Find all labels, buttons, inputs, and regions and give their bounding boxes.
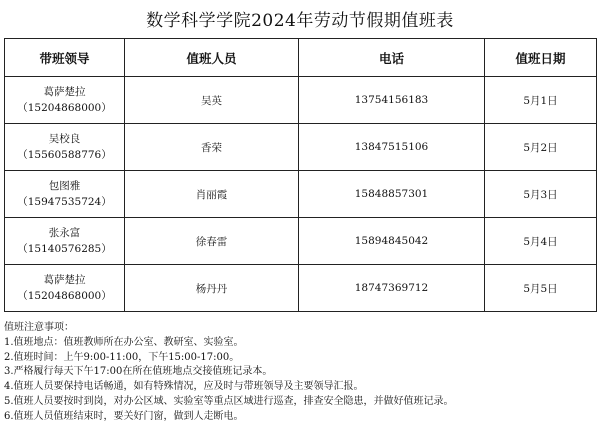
date-cell: 5月3日	[485, 171, 597, 218]
notes-heading: 值班注意事项：	[4, 322, 74, 333]
table-row	[5, 265, 597, 312]
note-item: 5.值班人员要按时到岗，对办公区域、实验室等重点区域进行巡查，排查安全隐患，并做好值班记录。	[4, 395, 454, 407]
leader-phone: （15204868000）	[17, 102, 112, 114]
leader-name: 张永富	[48, 227, 81, 239]
staff-cell: 肖丽霞	[125, 171, 299, 218]
header-phone: 电话	[299, 39, 485, 77]
table-header-row	[5, 39, 597, 77]
note-item: 4.值班人员要保持电话畅通，如有特殊情况，应及时与带班领导及主要领导汇报。	[4, 381, 364, 393]
leader-phone: （15204868000）	[17, 290, 112, 302]
leader-cell	[5, 124, 125, 171]
phone-cell: 13847515106	[299, 124, 485, 171]
phone-cell: 15894845042	[299, 218, 485, 265]
date-cell: 5月4日	[485, 218, 597, 265]
table-row	[5, 124, 597, 171]
phone-cell: 13754156183	[299, 77, 485, 124]
duty-table	[4, 38, 597, 312]
staff-cell: 吴英	[125, 77, 299, 124]
staff-cell: 香荣	[125, 124, 299, 171]
leader-cell	[5, 218, 125, 265]
note-item: 2.值班时间：上午9:00-11:00，下午15:00-17:00。	[4, 351, 240, 363]
header-leader: 带班领导	[5, 39, 125, 77]
leader-name: 包图雅	[48, 180, 81, 192]
leader-cell	[5, 265, 125, 312]
note-item: 1.值班地点：值班教师所在办公室、教研室、实验室。	[4, 336, 244, 348]
phone-cell: 18747369712	[299, 265, 485, 312]
staff-cell: 徐春雷	[125, 218, 299, 265]
note-item: 3.严格履行每天下午17:00在所在值班地点交接值班记录本。	[4, 366, 273, 378]
leader-phone: （15560588776）	[17, 149, 112, 161]
leader-name: 葛萨楚拉	[43, 274, 86, 286]
leader-name: 吴校良	[48, 133, 81, 145]
page-title: 数学科学学院2024年劳动节假期值班表	[146, 11, 454, 31]
staff-cell: 杨丹丹	[125, 265, 299, 312]
table-row	[5, 218, 597, 265]
phone-cell: 15848857301	[299, 171, 485, 218]
header-date: 值班日期	[485, 39, 597, 77]
note-item: 6.值班人员值班结束时，要关好门窗，做到人走断电。	[4, 410, 244, 422]
header-staff: 值班人员	[125, 39, 299, 77]
leader-name: 葛萨楚拉	[43, 86, 86, 98]
date-cell: 5月1日	[485, 77, 597, 124]
date-cell: 5月2日	[485, 124, 597, 171]
duty-notes	[4, 321, 596, 425]
date-cell: 5月5日	[485, 265, 597, 312]
table-row	[5, 171, 597, 218]
leader-phone: （15947535724）	[17, 196, 112, 208]
leader-cell	[5, 77, 125, 124]
leader-cell	[5, 171, 125, 218]
table-row	[5, 77, 597, 124]
leader-phone: （15140576285）	[17, 243, 112, 255]
